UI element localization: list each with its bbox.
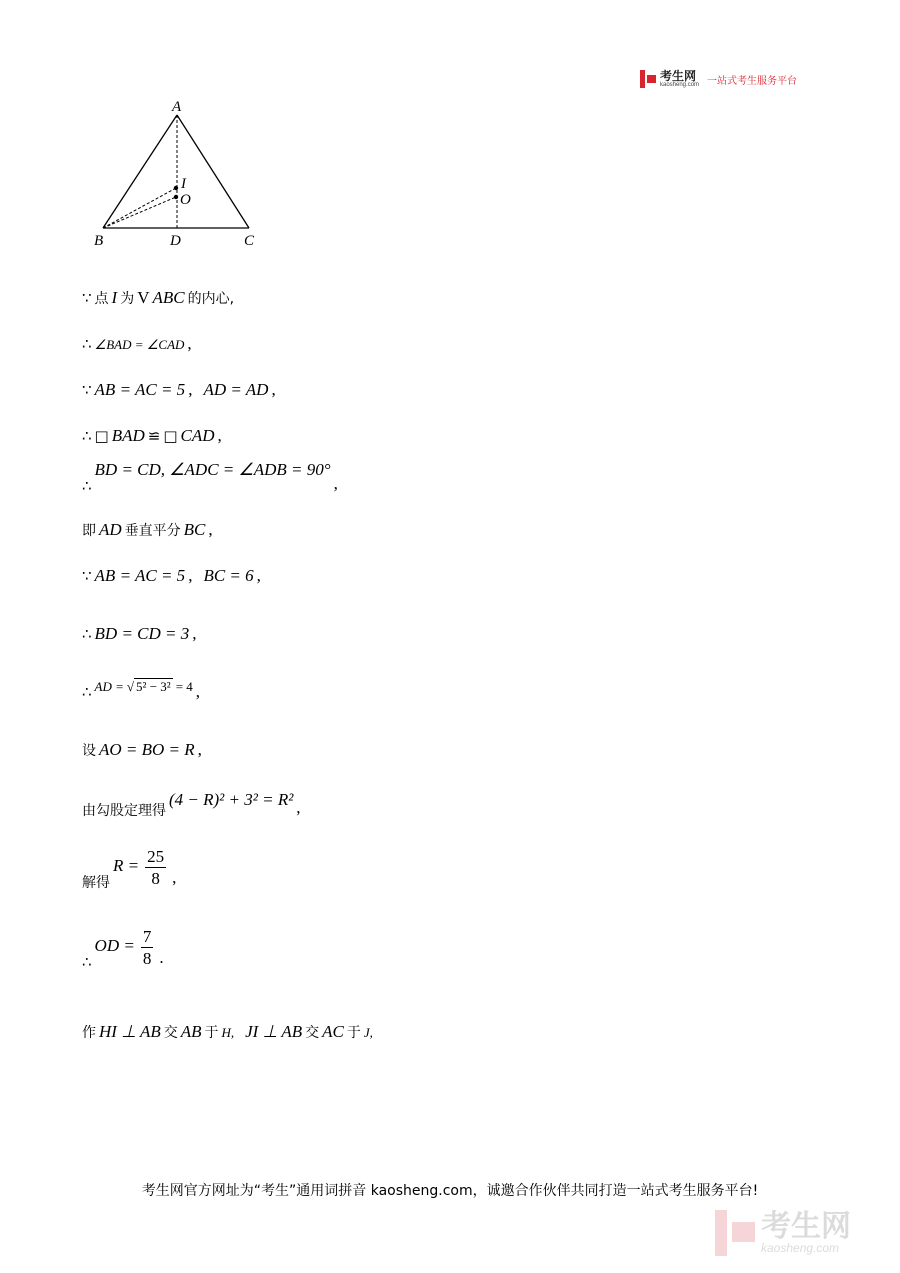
line-11: 由勾股定理得 (4 − R)² + 3² = R² , [82, 790, 301, 819]
fraction-od: $\frac{7}{8}$ [142, 927, 152, 968]
label-o: O [180, 192, 191, 208]
watermark-cn: 考生网 [761, 1209, 851, 1244]
fraction-r: $\frac{25}{8}$ [147, 847, 165, 888]
kaosheng-logo-icon [640, 70, 656, 88]
line-2: ∴ ∠BAD = ∠CAD , [82, 334, 192, 353]
label-b: B [94, 233, 104, 249]
label-a: A [172, 99, 182, 115]
watermark-logo-icon [715, 1210, 755, 1256]
line-4: ∴ □ BAD ≌ □ CAD , [82, 426, 222, 445]
line-10: 设 AO = BO = R , [82, 740, 202, 759]
line-8: ∴ BD = CD = 3 , [82, 624, 197, 643]
label-d: D [170, 233, 181, 249]
line-13: ∴ OD = $\frac{7}{8}$ . [82, 927, 164, 971]
triangle-figure [90, 95, 270, 255]
line-12: 解得 R = $\frac{25}{8}$ , [82, 847, 177, 891]
line-6: 即 AD 垂直平分 BC , [82, 520, 213, 539]
logo-cn: 考生网 [660, 69, 697, 83]
header-logo [640, 70, 797, 88]
line-5: ∴ BD = CD, ∠ADC = ∠ADB = 90° , [82, 460, 338, 495]
line-3: ∵ AB = AC = 5 , AD = AD , [82, 380, 276, 399]
label-c: C [244, 233, 255, 249]
line-9: ∴ AD = √ 5² − 3² = 4 , [82, 679, 201, 701]
line-7: ∵ AB = AC = 5 , BC = 6 , [82, 566, 261, 585]
footer-text: 考生网官方网址为“考生”通用词拼音 kaosheng.com，诚邀合作伙伴共同打造一站式考生服务平台! [141, 1183, 759, 1199]
label-i: I [181, 176, 186, 192]
logo-en: kaosheng.com [660, 82, 700, 88]
header-slogan: 一站式考生服务平台 [707, 75, 798, 87]
line-1: ∵ 点 I 为 V ABC 的内心, [82, 288, 235, 307]
watermark-en: kaosheng.com [761, 1241, 840, 1255]
line-14: 作 HI ⊥ AB 交 AB 于 H, JI ⊥ AB 交 AC 于 J, [82, 1022, 373, 1041]
watermark [715, 1210, 851, 1256]
